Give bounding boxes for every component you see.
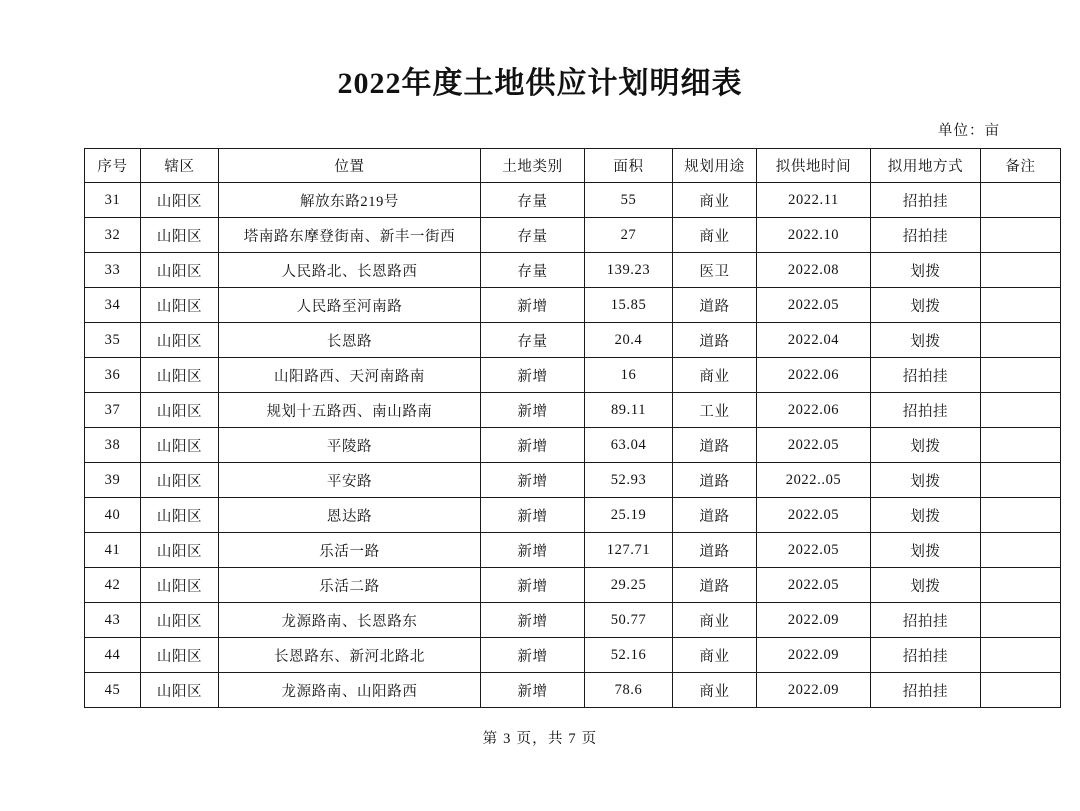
cell-time: 2022..05 — [757, 463, 871, 498]
cell-area: 127.71 — [585, 533, 673, 568]
table-row — [85, 463, 1061, 498]
cell-land-type: 新增 — [481, 358, 585, 393]
cell-district: 山阳区 — [141, 253, 219, 288]
table-row — [85, 603, 1061, 638]
cell-no: 45 — [85, 673, 141, 708]
column-header-use: 规划用途 — [673, 149, 757, 183]
table-header-row — [85, 149, 1061, 183]
cell-land-type: 存量 — [481, 323, 585, 358]
cell-mode: 划拨 — [871, 498, 981, 533]
cell-remark — [981, 533, 1061, 568]
cell-area: 139.23 — [585, 253, 673, 288]
cell-area: 15.85 — [585, 288, 673, 323]
cell-use: 工业 — [673, 393, 757, 428]
cell-land-type: 新增 — [481, 288, 585, 323]
cell-location: 山阳路西、天河南路南 — [219, 358, 481, 393]
cell-use: 道路 — [673, 498, 757, 533]
cell-mode: 划拨 — [871, 323, 981, 358]
cell-time: 2022.10 — [757, 218, 871, 253]
cell-land-type: 存量 — [481, 218, 585, 253]
cell-no: 41 — [85, 533, 141, 568]
cell-use: 道路 — [673, 463, 757, 498]
cell-land-type: 存量 — [481, 253, 585, 288]
unit-note: 单位：亩 — [938, 123, 1000, 139]
cell-time: 2022.05 — [757, 428, 871, 463]
cell-location: 恩达路 — [219, 498, 481, 533]
cell-location: 平陵路 — [219, 428, 481, 463]
cell-district: 山阳区 — [141, 498, 219, 533]
cell-area: 78.6 — [585, 673, 673, 708]
table-row — [85, 323, 1061, 358]
cell-location: 长恩路 — [219, 323, 481, 358]
column-header-time: 拟供地时间 — [757, 149, 871, 183]
cell-mode: 招拍挂 — [871, 638, 981, 673]
table-row — [85, 498, 1061, 533]
cell-area: 27 — [585, 218, 673, 253]
cell-land-type: 新增 — [481, 463, 585, 498]
cell-use: 道路 — [673, 533, 757, 568]
table-row — [85, 673, 1061, 708]
cell-use: 商业 — [673, 638, 757, 673]
table-row — [85, 428, 1061, 463]
cell-location: 人民路至河南路 — [219, 288, 481, 323]
cell-remark — [981, 568, 1061, 603]
column-header-no: 序号 — [85, 149, 141, 183]
cell-land-type: 新增 — [481, 568, 585, 603]
cell-time: 2022.05 — [757, 288, 871, 323]
cell-location: 规划十五路西、南山路南 — [219, 393, 481, 428]
table-row — [85, 253, 1061, 288]
table-row — [85, 568, 1061, 603]
cell-use: 商业 — [673, 603, 757, 638]
cell-area: 25.19 — [585, 498, 673, 533]
cell-use: 道路 — [673, 323, 757, 358]
cell-location: 龙源路南、长恩路东 — [219, 603, 481, 638]
column-header-location: 位置 — [219, 149, 481, 183]
cell-remark — [981, 498, 1061, 533]
cell-district: 山阳区 — [141, 288, 219, 323]
cell-area: 52.16 — [585, 638, 673, 673]
cell-district: 山阳区 — [141, 673, 219, 708]
cell-time: 2022.04 — [757, 323, 871, 358]
cell-district: 山阳区 — [141, 323, 219, 358]
cell-no: 38 — [85, 428, 141, 463]
cell-mode: 招拍挂 — [871, 358, 981, 393]
cell-remark — [981, 673, 1061, 708]
cell-use: 商业 — [673, 183, 757, 218]
table-row — [85, 288, 1061, 323]
cell-district: 山阳区 — [141, 358, 219, 393]
cell-district: 山阳区 — [141, 533, 219, 568]
cell-location: 平安路 — [219, 463, 481, 498]
cell-no: 31 — [85, 183, 141, 218]
cell-area: 55 — [585, 183, 673, 218]
table-row — [85, 638, 1061, 673]
table-body — [85, 183, 1061, 708]
cell-time: 2022.09 — [757, 673, 871, 708]
column-header-land-type: 土地类别 — [481, 149, 585, 183]
table-row — [85, 393, 1061, 428]
cell-land-type: 新增 — [481, 673, 585, 708]
cell-mode: 划拨 — [871, 568, 981, 603]
cell-location: 乐活一路 — [219, 533, 481, 568]
cell-location: 塔南路东摩登街南、新丰一街西 — [219, 218, 481, 253]
cell-location: 解放东路219号 — [219, 183, 481, 218]
cell-district: 山阳区 — [141, 183, 219, 218]
cell-remark — [981, 428, 1061, 463]
cell-district: 山阳区 — [141, 218, 219, 253]
cell-use: 医卫 — [673, 253, 757, 288]
cell-time: 2022.09 — [757, 638, 871, 673]
cell-mode: 招拍挂 — [871, 183, 981, 218]
cell-district: 山阳区 — [141, 603, 219, 638]
cell-no: 44 — [85, 638, 141, 673]
cell-area: 50.77 — [585, 603, 673, 638]
cell-time: 2022.08 — [757, 253, 871, 288]
cell-no: 40 — [85, 498, 141, 533]
cell-land-type: 新增 — [481, 533, 585, 568]
cell-time: 2022.05 — [757, 568, 871, 603]
cell-mode: 划拨 — [871, 288, 981, 323]
cell-land-type: 新增 — [481, 393, 585, 428]
column-header-district: 辖区 — [141, 149, 219, 183]
cell-time: 2022.09 — [757, 603, 871, 638]
table-row — [85, 533, 1061, 568]
land-supply-table — [84, 148, 1061, 708]
cell-remark — [981, 253, 1061, 288]
cell-land-type: 新增 — [481, 498, 585, 533]
cell-remark — [981, 603, 1061, 638]
cell-district: 山阳区 — [141, 393, 219, 428]
cell-area: 20.4 — [585, 323, 673, 358]
document-page — [0, 58, 1080, 811]
cell-land-type: 存量 — [481, 183, 585, 218]
cell-area: 29.25 — [585, 568, 673, 603]
cell-remark — [981, 183, 1061, 218]
column-header-mode: 拟用地方式 — [871, 149, 981, 183]
cell-location: 龙源路南、山阳路西 — [219, 673, 481, 708]
cell-no: 43 — [85, 603, 141, 638]
cell-time: 2022.06 — [757, 358, 871, 393]
table-row — [85, 358, 1061, 393]
cell-land-type: 新增 — [481, 638, 585, 673]
page-title: 2022年度土地供应计划明细表 — [337, 67, 743, 100]
cell-no: 32 — [85, 218, 141, 253]
cell-use: 道路 — [673, 428, 757, 463]
cell-remark — [981, 218, 1061, 253]
cell-location: 人民路北、长恩路西 — [219, 253, 481, 288]
cell-mode: 招拍挂 — [871, 218, 981, 253]
cell-district: 山阳区 — [141, 568, 219, 603]
cell-district: 山阳区 — [141, 463, 219, 498]
cell-no: 35 — [85, 323, 141, 358]
cell-use: 道路 — [673, 568, 757, 603]
cell-no: 36 — [85, 358, 141, 393]
cell-remark — [981, 638, 1061, 673]
cell-mode: 划拨 — [871, 253, 981, 288]
cell-mode: 招拍挂 — [871, 603, 981, 638]
cell-time: 2022.06 — [757, 393, 871, 428]
cell-remark — [981, 463, 1061, 498]
cell-use: 道路 — [673, 288, 757, 323]
cell-use: 商业 — [673, 218, 757, 253]
cell-mode: 招拍挂 — [871, 673, 981, 708]
cell-mode: 划拨 — [871, 428, 981, 463]
cell-time: 2022.05 — [757, 498, 871, 533]
cell-use: 商业 — [673, 673, 757, 708]
table-container — [0, 148, 1080, 708]
cell-time: 2022.11 — [757, 183, 871, 218]
cell-location: 长恩路东、新河北路北 — [219, 638, 481, 673]
cell-mode: 划拨 — [871, 533, 981, 568]
cell-no: 39 — [85, 463, 141, 498]
cell-area: 16 — [585, 358, 673, 393]
cell-land-type: 新增 — [481, 428, 585, 463]
cell-remark — [981, 323, 1061, 358]
cell-remark — [981, 358, 1061, 393]
cell-remark — [981, 288, 1061, 323]
cell-no: 42 — [85, 568, 141, 603]
cell-mode: 招拍挂 — [871, 393, 981, 428]
page-footer: 第 3 页，共 7 页 — [482, 731, 598, 747]
cell-district: 山阳区 — [141, 428, 219, 463]
cell-area: 89.11 — [585, 393, 673, 428]
cell-location: 乐活二路 — [219, 568, 481, 603]
cell-no: 33 — [85, 253, 141, 288]
cell-mode: 划拨 — [871, 463, 981, 498]
cell-no: 34 — [85, 288, 141, 323]
cell-district: 山阳区 — [141, 638, 219, 673]
table-row — [85, 183, 1061, 218]
cell-use: 商业 — [673, 358, 757, 393]
cell-land-type: 新增 — [481, 603, 585, 638]
table-row — [85, 218, 1061, 253]
cell-remark — [981, 393, 1061, 428]
cell-area: 52.93 — [585, 463, 673, 498]
cell-time: 2022.05 — [757, 533, 871, 568]
column-header-remark: 备注 — [981, 149, 1061, 183]
cell-no: 37 — [85, 393, 141, 428]
column-header-area: 面积 — [585, 149, 673, 183]
cell-area: 63.04 — [585, 428, 673, 463]
